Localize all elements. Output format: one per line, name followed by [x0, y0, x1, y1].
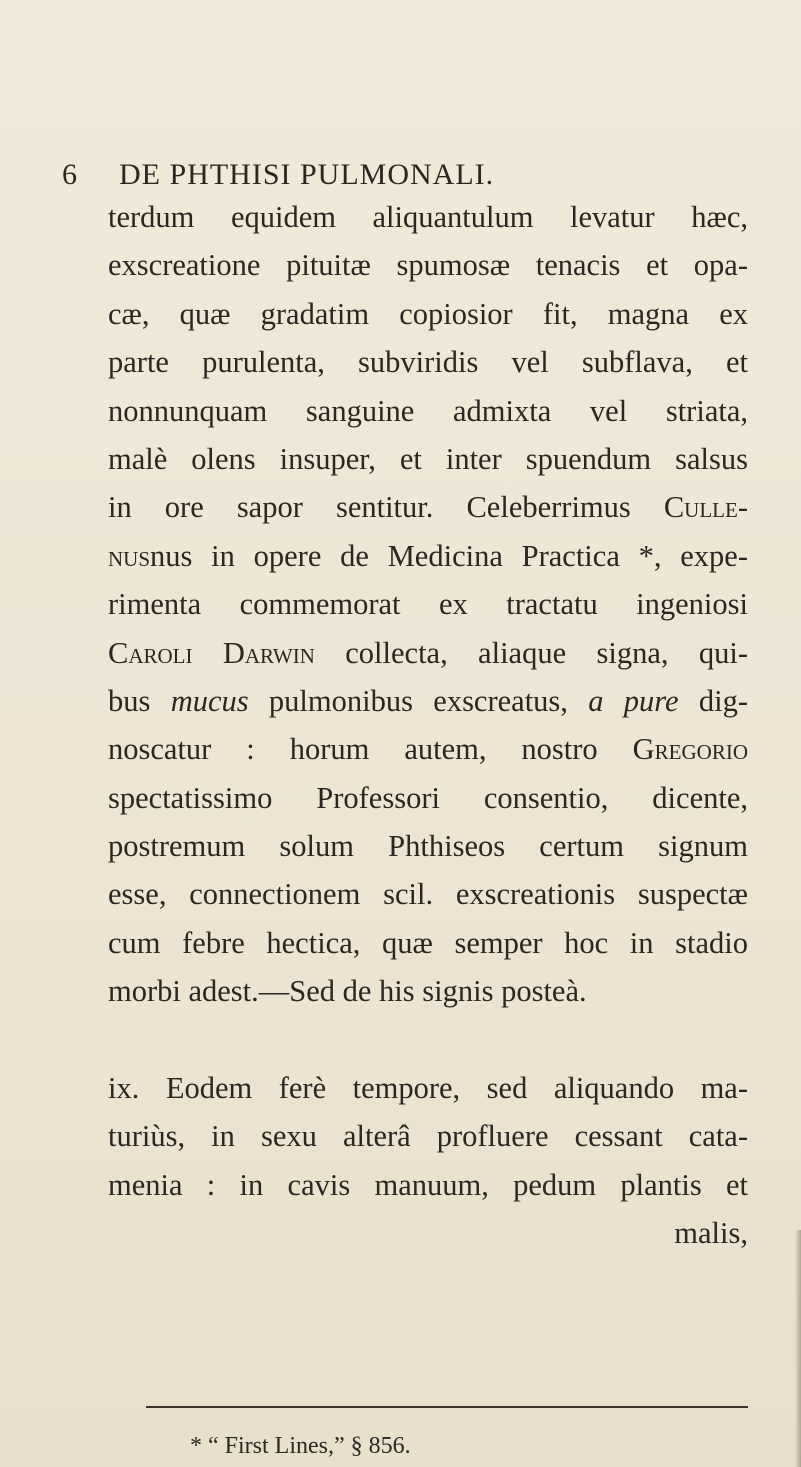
text-segment: pulmonibus exscreatus,: [248, 683, 589, 718]
text-line: rimenta commemorat ex tractatu ingeniosi: [108, 587, 748, 622]
text-segment: dig-: [678, 683, 749, 718]
page-number: 6: [62, 158, 78, 191]
text-line: morbi adest.—Sed de his signis posteà.: [108, 974, 587, 1009]
text-segment: noscatur : horum autem, nostro: [108, 732, 633, 767]
author-name-cullen: Culle-: [663, 490, 748, 525]
author-name-darwin: Caroli Darwin: [108, 635, 315, 670]
text-line: malè olens insuper, et inter spuendum salsus: [108, 441, 748, 476]
text-line: menia : in cavis manuum, pedum plantis et: [108, 1167, 748, 1202]
text-line: cum febre hectica, quæ semper hoc in stadio: [108, 925, 748, 960]
catchword: malis,: [674, 1216, 748, 1251]
text-line: postremum solum Phthiseos certum signum: [108, 829, 748, 864]
author-name-cullen-end: nus: [108, 538, 151, 573]
text-line: esse, connectionem scil. exscreationis suspectæ: [108, 877, 748, 912]
page-edge-shadow: [795, 1230, 801, 1467]
text-segment: nus in opere de Medicina Practica *, expe-: [150, 538, 748, 573]
author-name-gregorio: Gregorio: [632, 732, 748, 767]
text-line: terdum equidem aliquantulum levatur hæc,: [108, 200, 748, 234]
paragraph-gap: [108, 1016, 748, 1064]
text-line: [108, 483, 748, 531]
italic-word-a: a: [588, 683, 624, 718]
text-line: [108, 677, 748, 725]
text-line: exscreatione pituitæ spumosæ tenacis et opa-: [108, 248, 748, 283]
page-header: [62, 158, 762, 198]
text-segment: in ore sapor sentitur. Celeberrimus: [108, 490, 664, 525]
italic-word-pure: pure: [623, 683, 679, 718]
italic-word-mucus: mucus: [170, 683, 249, 718]
text-line: parte purulenta, subviridis vel subflava, et: [108, 345, 748, 380]
text-segment: bus: [108, 683, 171, 718]
text-segment: collecta, aliaque signa, qui-: [314, 635, 748, 670]
text-line: nonnunquam sanguine admixta vel striata,: [108, 393, 748, 428]
footnote-rule: [146, 1406, 748, 1408]
text-line: spectatissimo Professori consentio, dicente,: [108, 780, 748, 815]
text-line: cæ, quæ gradatim copiosior fit, magna ex: [108, 296, 748, 331]
body-text: [108, 193, 748, 1258]
footnote: * “ First Lines,” § 856.: [190, 1433, 411, 1459]
text-line: [108, 725, 748, 773]
running-title: DE PHTHISI PULMONALI.: [119, 158, 495, 191]
text-line: [108, 629, 748, 677]
text-line: ix. Eodem ferè tempore, sed aliquando ma-: [108, 1071, 748, 1106]
text-line: [108, 532, 748, 580]
text-line: turiùs, in sexu alterâ profluere cessant cata-: [108, 1119, 748, 1154]
